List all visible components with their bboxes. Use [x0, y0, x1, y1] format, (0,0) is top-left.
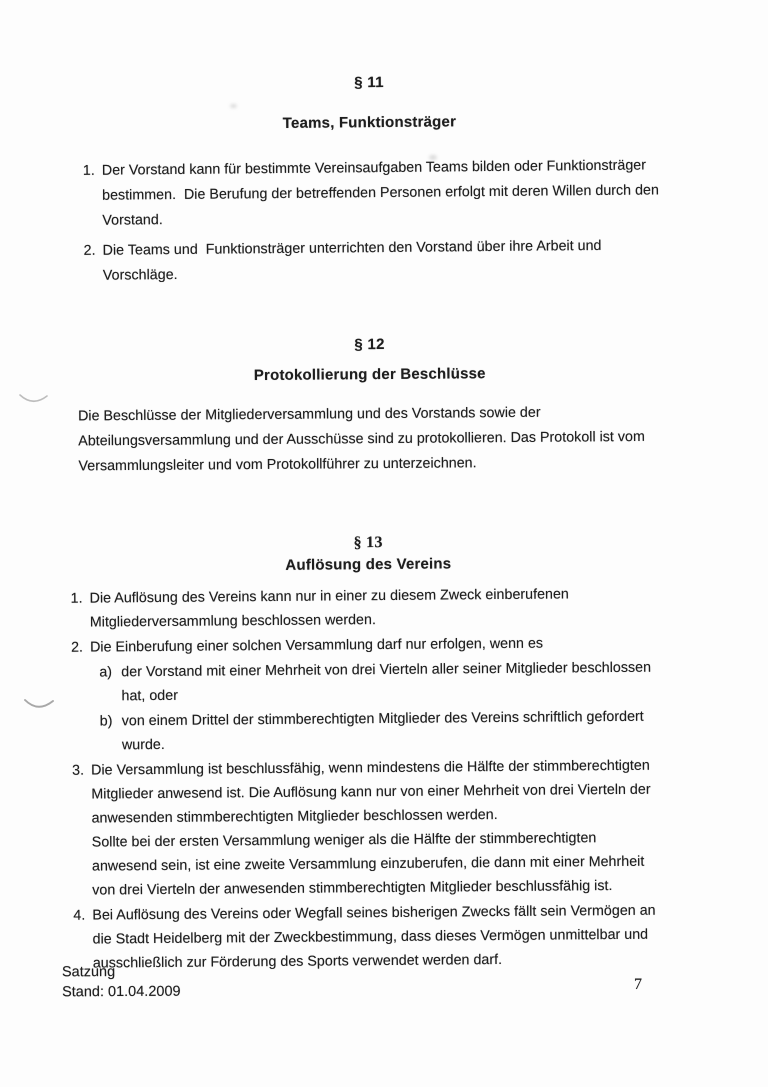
- section-title: Protokollierung der Beschlüsse: [253, 365, 486, 385]
- item-text: Die Auflösung des Vereins kann nur in einer zu diesem Zweck einberufenen Mitgliederversammlung beschlossen werden.: [89, 586, 569, 631]
- page-footer: [62, 962, 181, 1003]
- item-text: der Vorstand mit einer Mehrheit von drei Vierteln aller seiner Mitglieder beschlossen hat, oder: [121, 659, 652, 705]
- section-number: § 13: [353, 534, 383, 552]
- item-text: Bei Auflösung des Vereins oder Wegfall seines bisherigen Zwecks fällt sein Vermögen an die Stadt Heidelberg mit der Zweckbestimmung, dass dieses Vermögen unmittelbar und ausschließlich zur Förderung des Sports verwendet werden darf.: [92, 902, 656, 972]
- section-number: § 12: [354, 335, 385, 354]
- item-marker: 4.: [73, 907, 86, 924]
- item-marker: 1.: [82, 162, 95, 179]
- numbered-list: [0, 152, 768, 289]
- section-title: Teams, Funktionsträger: [282, 113, 457, 132]
- section-13: [0, 531, 768, 978]
- item-text: Die Teams und Funktionsträger unterrichten den Vorstand über ihre Arbeit und Vorschläge.: [102, 237, 602, 284]
- section-11: [0, 70, 768, 294]
- list-item: [0, 753, 768, 904]
- item-marker: 3.: [72, 762, 85, 779]
- item-text: Die Versammlung ist beschlussfähig, wenn mindestens die Hälfte der stimmberechtigten Mitglieder anwesend ist. Die Auflösung kann nur von einer Mehrheit von drei Vierteln der anwesenden stimmberechtigten Mitglieder beschlossen werden. Sollte bei der ersten Versammlung weniger als die Hälfte der stimmberechtigten anwesend sein, ist eine zweite Versammlung einzuberufen, die dann mit einer Mehrheit von drei Vierteln der anwesenden stimmberechtigten Mitglieder beschlussfähig ist.: [91, 757, 651, 899]
- section-number: § 11: [354, 73, 384, 92]
- list-subitem: [0, 704, 768, 759]
- item-marker: 1.: [70, 590, 83, 607]
- page-number: 7: [634, 976, 642, 993]
- list-item: [1, 232, 768, 289]
- item-marker: 2.: [83, 242, 96, 259]
- list-item: [0, 581, 767, 636]
- list-subitem: [0, 655, 768, 710]
- item-text: Die Einberufung einer solchen Versammlung darf nur erfolgen, wenn es: [89, 635, 544, 656]
- item-marker: b): [99, 713, 113, 730]
- numbered-list: [0, 581, 768, 977]
- item-text: Der Vorstand kann für bestimmte Vereinsaufgaben Teams bilden oder Funktionsträger bestimmen. Die Berufung der betreffenden Personen erfolgt mit deren Willen durch den Vorstand.: [101, 157, 660, 229]
- list-item: [0, 152, 768, 234]
- body-paragraph: Die Beschlüsse der Mitgliederversammlung und des Vorstands sowie der Abteilungsversammlung und der Ausschüsse sind zu protokollieren. Das Protokoll ist vom Versammlungsleiter und vom Protokollführer zu unterzeichnen.: [78, 404, 645, 475]
- item-marker: a): [99, 664, 113, 681]
- section-title: Auflösung des Vereins: [285, 555, 452, 574]
- section-12: [0, 333, 768, 480]
- footer-version: Stand: 01.04.2009: [62, 983, 181, 1001]
- item-marker: 2.: [70, 639, 84, 656]
- item-text: von einem Drittel der stimmberechtigten Mitglieder des Vereins schriftlich gefordert wurde.: [121, 708, 644, 754]
- footer-doc-name: Satzung: [61, 964, 116, 981]
